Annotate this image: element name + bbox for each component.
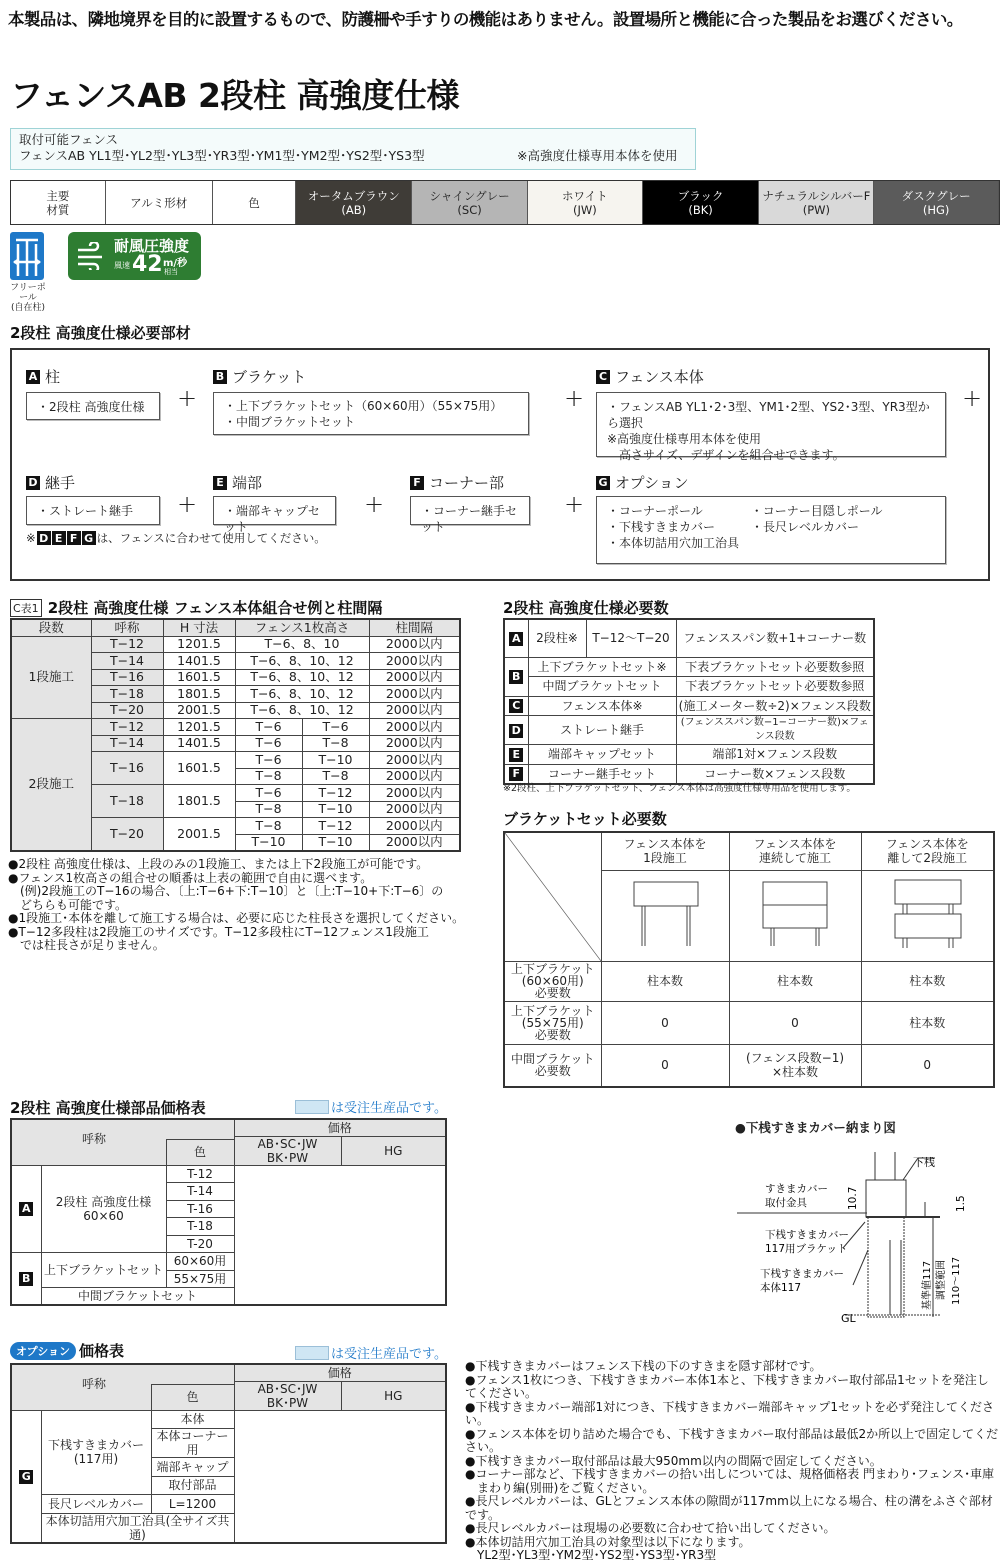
- compatible-fence-models: フェンスAB YL1型･YL2型･YL3型･YR3型･YM1型･YM2型･YS2型･YS3型: [19, 148, 425, 163]
- letter-e-icon: E: [509, 748, 523, 762]
- upper-cell: T−6: [235, 785, 302, 802]
- part-box-a: ・2段柱 高強度仕様: [26, 392, 160, 420]
- price-col-2: HG: [341, 1136, 446, 1165]
- lower-cell: T−6: [302, 719, 369, 736]
- header-cell: 段数: [11, 619, 91, 636]
- sub-cell: 本体: [151, 1410, 234, 1429]
- header-cell: フェンス本体を 1段施工: [601, 832, 729, 870]
- name-header: [11, 1119, 234, 1165]
- option-pill: オプション: [10, 1342, 76, 1360]
- label-bracket: 下桟すきまカバー 117用ブラケット: [765, 1229, 849, 1255]
- table-header-row: [11, 1364, 446, 1381]
- cover-detail-diagram: [735, 1140, 1000, 1335]
- pitch-cell: 2000以内: [369, 735, 460, 752]
- diagonal-cell: [504, 832, 601, 961]
- name-cell: 中間ブラケットセット: [528, 677, 676, 697]
- note-prefix: ※: [26, 531, 36, 545]
- value-cell: 0: [729, 1001, 861, 1044]
- upper-cell: T−8: [235, 768, 302, 785]
- color-swatch-1: シャイングレー (SC): [412, 181, 528, 224]
- wind-title: 耐風圧強度: [114, 237, 190, 255]
- required-parts-title: 2段柱 高強度仕様必要部材: [10, 324, 191, 342]
- note-item: ●下桟すきまカバー取付部品は最大950mm以内の間隔で固定してください。: [465, 1453, 882, 1468]
- lower-cell: T−12: [302, 785, 369, 802]
- value-cell: 柱本数: [601, 961, 729, 1001]
- letter-e-icon: E: [213, 476, 227, 490]
- item-name: 2段柱 高強度仕様 60×60: [41, 1165, 166, 1253]
- letter-f-icon: F: [67, 531, 81, 545]
- value-cell: 柱本数: [861, 1001, 994, 1044]
- letter-f-icon: F: [509, 767, 523, 781]
- upper-cell: T−6: [235, 735, 302, 752]
- pitch-cell: 2000以内: [369, 686, 460, 703]
- note-item: ●フェンス本体を切り詰めた場合でも、下桟すきまカバー取付部品は最低2か所以上で固定してください。: [465, 1426, 999, 1454]
- note-item: ●下桟すきまカバーはフェンス下桟の下のすきまを隠す部材です。: [465, 1359, 822, 1373]
- fence-illustration-3: [861, 870, 994, 961]
- h-cell: 2001.5: [163, 818, 235, 851]
- price-col-1: AB･SC･JW BK･PW: [234, 1136, 341, 1165]
- note-item: ●長尺レベルカバーは、GLとフェンス本体の隙間が117mm以上になる場合、柱の溝をふさぐ部材です。: [465, 1494, 993, 1522]
- label-gl: GL: [841, 1312, 856, 1325]
- part-label-text: ブラケット: [232, 368, 307, 386]
- table-row: [11, 719, 460, 736]
- value-cell: 柱本数: [861, 961, 994, 1001]
- letter-b-icon: B: [19, 1272, 33, 1286]
- h-cell: 2001.5: [163, 702, 235, 719]
- pitch-cell: 2000以内: [369, 768, 460, 785]
- fence-diagram: [602, 872, 730, 956]
- h-cell: 1601.5: [163, 669, 235, 686]
- fence-illustration-2: [729, 870, 861, 961]
- wind-resistance-badge: [68, 232, 201, 280]
- color-swatch-0: オータムブラウン (AB): [296, 181, 412, 224]
- dim-range: 110〜117: [951, 1256, 962, 1305]
- lower-cell: T−8: [302, 735, 369, 752]
- table-row: [504, 716, 874, 745]
- size-cell: T-16: [166, 1200, 234, 1218]
- part-label-d: [26, 472, 75, 493]
- header-cell: フェンス1枚高さ: [235, 619, 369, 636]
- table-row: [11, 636, 460, 653]
- h-cell: 1401.5: [163, 735, 235, 752]
- pitch-cell: 2000以内: [369, 636, 460, 653]
- h-cell: 1601.5: [163, 752, 235, 785]
- part-box-g: ・コーナーポール ・コーナー目隠しポール ・下桟すきまカバー ・長尺レベルカバー ・本体切詰用穴加工治具: [596, 496, 946, 564]
- plus-sign: +: [364, 490, 385, 518]
- fence-illustration-1: [601, 870, 729, 961]
- sub-cell: 端部キャップ: [151, 1458, 234, 1477]
- pitch-cell: 2000以内: [369, 702, 460, 719]
- qty-cell: 端部1対×フェンス段数: [676, 745, 874, 765]
- price-blank: [234, 1410, 446, 1543]
- pitch-cell: 2000以内: [369, 669, 460, 686]
- group-cell: 2段施工: [11, 719, 91, 851]
- letter-a-icon: A: [19, 1202, 33, 1216]
- value-cell: 0: [861, 1044, 994, 1087]
- qty-cell: コーナー数×フェンス段数: [676, 764, 874, 784]
- fence-cell: T−6、8、10、12: [235, 702, 369, 719]
- part-label-text: オプション: [615, 474, 689, 492]
- lower-cell: T−10: [302, 801, 369, 818]
- parts-note: [26, 530, 326, 546]
- qty-cell: フェンススパン数+1+コーナー数: [676, 619, 874, 657]
- fence-cell: T−6、8、10: [235, 636, 369, 653]
- fence-cell: T−6、8、10、12: [235, 653, 369, 670]
- letter-g-icon: G: [19, 1470, 33, 1484]
- option-legend-text: は受注生産品です。: [331, 1347, 447, 1362]
- bracket-count-table: [503, 831, 995, 1088]
- label-body: 下桟すきまカバー本体117: [760, 1268, 844, 1294]
- table-row: [11, 1410, 446, 1429]
- name-header-text: 呼称: [82, 1132, 107, 1146]
- letter-cell: [504, 745, 528, 765]
- letter-c-icon: C: [509, 699, 523, 713]
- part-label-b: [213, 366, 306, 387]
- table-header-row: [11, 619, 460, 636]
- name-cell: ストレート継手: [528, 716, 676, 745]
- table-c1-heading: [10, 597, 382, 618]
- table-c1: [10, 618, 461, 852]
- table-row: [504, 745, 874, 765]
- lower-cell: T−10: [302, 834, 369, 851]
- sub-cell: 取付部品: [151, 1476, 234, 1495]
- note-item: ●下桟すきまカバー端部1対につき、下桟すきまカバー端部キャップ1セットを必ず発注してください。: [465, 1399, 995, 1427]
- h-cell: 1801.5: [163, 686, 235, 703]
- label-gesan: 下桟: [913, 1156, 935, 1169]
- letter-g-icon: G: [82, 531, 96, 545]
- wind-prefix: 風速: [114, 261, 130, 270]
- upper-cell: T−8: [235, 818, 302, 835]
- price-header: 価格: [234, 1119, 446, 1136]
- h-cell: 1201.5: [163, 636, 235, 653]
- value-cell: 0: [601, 1044, 729, 1087]
- h-cell: 1801.5: [163, 785, 235, 818]
- label-fitting-1: すきまカバー: [765, 1183, 828, 1195]
- color-swatch-4: ナチュラルシルバーF (PW): [759, 181, 874, 224]
- lower-cell: T−12: [302, 818, 369, 835]
- name-cell: T−14: [91, 653, 163, 670]
- letter-cell: [11, 1410, 41, 1543]
- color-header: 色: [166, 1139, 234, 1165]
- part-label-a: [26, 366, 60, 387]
- free-pole-icon: [10, 232, 44, 280]
- letter-a-icon: A: [26, 370, 40, 384]
- note-item: ●2段柱 高強度仕様は、上段のみの1段施工、または上下2段施工が可能です。: [8, 857, 429, 871]
- letter-cell: [504, 716, 528, 745]
- name-cell: T−14: [91, 735, 163, 752]
- row-label: 中間ブラケット 必要数: [504, 1044, 601, 1087]
- item-name: 本体切詰用穴加工治具(全サイズ共通): [41, 1513, 234, 1543]
- letter-a-icon: A: [509, 632, 523, 646]
- table-row: [504, 1044, 994, 1087]
- compatible-fence-box: [10, 128, 696, 170]
- fence-diagram: [863, 872, 991, 956]
- part-label-text: 柱: [45, 368, 61, 386]
- compatible-fence-note: ※高強度仕様専用本体を使用: [517, 148, 678, 163]
- letter-f-icon: F: [410, 476, 424, 490]
- item-name: 長尺レベルカバー: [41, 1495, 151, 1514]
- letter-e-icon: E: [52, 531, 66, 545]
- name-cell: T−16: [91, 752, 163, 785]
- compatible-fence-label: 取付可能フェンス: [19, 132, 119, 147]
- letter-d-icon: D: [509, 724, 523, 738]
- table-row: [504, 657, 874, 677]
- color-label: 色: [213, 181, 297, 224]
- size-cell: 55×75用: [166, 1270, 234, 1288]
- material-value: アルミ形材: [106, 181, 213, 224]
- letter-d-icon: D: [26, 476, 40, 490]
- table-c1-title: 2段柱 高強度仕様 フェンス本体組合せ例と柱間隔: [47, 599, 383, 617]
- required-count-title: 2段柱 高強度仕様必要数: [503, 599, 669, 617]
- material-color-row: [10, 180, 1000, 225]
- wind-value: 42: [132, 252, 163, 277]
- sub-cell: L=1200: [151, 1495, 234, 1514]
- note-item: ●長尺レベルカバーは現場の必要数に合わせて拾い出してください。: [465, 1521, 836, 1535]
- pitch-cell: 2000以内: [369, 752, 460, 769]
- name-cell: T−20: [91, 818, 163, 851]
- letter-d-icon: D: [37, 531, 51, 545]
- value-cell: (フェンス段数−1) ×柱本数: [729, 1044, 861, 1087]
- table-row: [504, 619, 874, 657]
- required-parts-box: [10, 348, 990, 581]
- letter-cell: [11, 1253, 41, 1306]
- option-price-title: 価格表: [79, 1342, 125, 1360]
- price-col-1: AB･SC･JW BK･PW: [234, 1381, 341, 1410]
- price-legend: [295, 1097, 447, 1116]
- upper-cell: T−8: [235, 801, 302, 818]
- size-cell: T-12: [166, 1165, 234, 1183]
- wind-suffix: 相当: [164, 268, 178, 276]
- name-cell: コーナー継手セット: [528, 764, 676, 784]
- plus-sign: +: [962, 384, 983, 412]
- lower-cell: T−10: [302, 752, 369, 769]
- part-label-f: [410, 472, 504, 493]
- name-cell: T−12: [91, 636, 163, 653]
- name-cell: 上下ブラケットセット※: [528, 657, 676, 677]
- note-item: ●T−12多段柱は2段施工のサイズです。T−12多段柱にT−12フェンス1段施工 では柱長さが足りません。: [8, 924, 429, 952]
- diagram-title: ●下桟すきまカバー納まり図: [735, 1120, 896, 1135]
- price-legend-text: は受注生産品です。: [331, 1101, 447, 1116]
- pitch-cell: 2000以内: [369, 834, 460, 851]
- part-label-text: 継手: [45, 474, 76, 492]
- group-cell: 1段施工: [11, 636, 91, 719]
- header-cell: フェンス本体を 連続して施工: [729, 832, 861, 870]
- option-price-heading: [10, 1340, 124, 1361]
- table-header-row: [504, 832, 994, 870]
- dim-adjust: 調整範囲: [936, 1260, 947, 1300]
- name-cell: フェンス本体※: [528, 696, 676, 716]
- part-label-g: [596, 472, 689, 493]
- upper-cell: T−6: [235, 719, 302, 736]
- wind-unit: m/秒: [163, 258, 188, 269]
- size-cell: T-14: [166, 1183, 234, 1201]
- option-notes: [465, 1360, 1000, 1563]
- note-item: ●フェンス1枚高さの組合せの順番は上表の範囲で自由に選べます。 (例)2段施工のT−16の場合、〔上:T−6+下:T−10〕と〔上:T−10+下:T−6〕の どちらも可能です。: [8, 870, 444, 912]
- pitch-cell: 2000以内: [369, 653, 460, 670]
- header-cell: H 寸法: [163, 619, 235, 636]
- table-c1-tag: C表1: [10, 599, 42, 617]
- part-box-d: ・ストレート継手: [26, 496, 160, 525]
- letter-cell: [504, 657, 528, 696]
- name-header-text: 呼称: [82, 1377, 107, 1391]
- note-item: ●フェンス1枚につき、下桟すきまカバー本体1本と、下桟すきまカバー取付部品1セットを発注してください。: [465, 1372, 989, 1400]
- label-fitting: 取付金具: [765, 1197, 807, 1209]
- color-swatch-5: ダスクグレー (HG): [874, 181, 999, 224]
- option-legend: [295, 1343, 447, 1362]
- table-header-row: [11, 1119, 446, 1136]
- part-label-e: [213, 472, 262, 493]
- notice-text: 本製品は、隣地境界を目的に設置するもので、防護柵や手すりの機能はありません。設置場所と機能に合った製品をお選びください。: [8, 10, 963, 29]
- upper-cell: T−6: [235, 752, 302, 769]
- part-label-text: フェンス本体: [615, 368, 704, 386]
- table-row: [504, 677, 874, 697]
- part-box-b: ・上下ブラケットセット（60×60用）（55×75用） ・中間ブラケットセット: [213, 392, 529, 435]
- value-cell: 0: [601, 1001, 729, 1044]
- note-item: ●1段施工･本体を離して施工する場合は、必要に応じた柱長さを選択してください。: [8, 911, 465, 925]
- bracket-count-title: ブラケットセット必要数: [503, 810, 667, 828]
- note-item: ●コーナー部など、下桟すきまカバーの拾い出しについては、規格価格表 門まわり･フェンス･車庫 まわり編(別冊)をご覧ください。: [465, 1467, 995, 1495]
- size-cell: T-20: [166, 1235, 234, 1253]
- pitch-cell: 2000以内: [369, 719, 460, 736]
- part-label-text: コーナー部: [429, 474, 505, 492]
- table-row: [504, 1001, 994, 1044]
- pitch-cell: 2000以内: [369, 801, 460, 818]
- note-text: は、フェンスに合わせて使用してください。: [96, 531, 326, 545]
- h-cell: 1401.5: [163, 653, 235, 670]
- header-cell: フェンス本体を 離して2段施工: [861, 832, 994, 870]
- letter-b-icon: B: [213, 370, 227, 384]
- table-c1-notes: [8, 858, 478, 953]
- name-cell: T−18: [91, 686, 163, 703]
- table-row: [11, 1165, 446, 1183]
- required-count-note: ※2段柱、上下ブラケットセット、フェンス本体は高強度仕様専用品を使用します。: [503, 783, 856, 794]
- made-to-order-swatch: [295, 1346, 329, 1360]
- letter-cell: [504, 696, 528, 716]
- part-label-text: 端部: [232, 474, 263, 492]
- letter-c-icon: C: [596, 370, 610, 384]
- plus-sign: +: [564, 384, 585, 412]
- name-cell: T−20: [91, 702, 163, 719]
- sub-cell: 本体コーナー用: [151, 1429, 234, 1458]
- option-price-table: [10, 1363, 447, 1544]
- page-title: フェンスAB 2段柱 高強度仕様: [10, 76, 459, 115]
- part-box-c: ・フェンスAB YL1･2･3型、YM1･2型、YS2･3型、YR3型から選択 ※高強度仕様専用本体を使用 高さサイズ、デザインを組合せできます。: [596, 392, 946, 457]
- free-pole-caption: フリーポール (自在柱): [10, 283, 46, 313]
- name-cell: T−12: [91, 719, 163, 736]
- value-cell: 柱本数: [729, 961, 861, 1001]
- fence-diagram: [731, 872, 859, 956]
- item-name: 中間ブラケットセット: [41, 1288, 234, 1306]
- size-cell: T-18: [166, 1218, 234, 1236]
- size-cell: 60×60用: [166, 1253, 234, 1271]
- color-swatch-2: ホワイト (JW): [528, 181, 643, 224]
- letter-g-icon: G: [596, 476, 610, 490]
- name-cell: 2段柱※: [528, 619, 586, 657]
- material-label: 主要 材質: [11, 181, 106, 224]
- made-to-order-swatch: [295, 1100, 329, 1114]
- header-cell: 柱間隔: [369, 619, 460, 636]
- dim-standard: 基準値117: [922, 1260, 933, 1310]
- name-cell: T−16: [91, 669, 163, 686]
- note-item: ●本体切詰用穴加工治具の対象型は以下になります。 YL2型･YL3型･YM2型･YS2型･YS3型･YR3型: [465, 1534, 751, 1562]
- letter-cell: [11, 1165, 41, 1253]
- size-cell: T−12〜T−20: [586, 619, 676, 657]
- fence-cell: T−6、8、10、12: [235, 669, 369, 686]
- item-name: 下桟すきまカバー (117用): [41, 1410, 151, 1495]
- upper-cell: T−10: [235, 834, 302, 851]
- table-row: [504, 961, 994, 1001]
- h-cell: 1201.5: [163, 719, 235, 736]
- letter-cell: [504, 619, 528, 657]
- price-col-2: HG: [341, 1381, 446, 1410]
- qty-cell: 下表ブラケットセット必要数参照: [676, 657, 874, 677]
- pitch-cell: 2000以内: [369, 818, 460, 835]
- qty-cell: (施工メーター数÷2)×フェンス段数: [676, 696, 874, 716]
- color-swatch-3: ブラック (BK): [643, 181, 760, 224]
- dim-10-7: 10.7: [847, 1186, 859, 1210]
- part-box-f: ・コーナー継手セット: [410, 496, 530, 525]
- name-header: [11, 1364, 234, 1410]
- item-name: 上下ブラケットセット: [41, 1253, 166, 1288]
- dim-1-5: 1.5: [955, 1195, 967, 1212]
- plus-sign: +: [177, 490, 198, 518]
- price-table-title: 2段柱 高強度仕様部品価格表: [10, 1099, 206, 1117]
- qty-cell: (フェンススパン数−1−コーナー数)×フェンス段数: [676, 716, 874, 745]
- wind-icon: [76, 242, 106, 270]
- name-cell: T−18: [91, 785, 163, 818]
- part-box-e: ・端部キャップセット: [213, 496, 336, 525]
- price-header: 価格: [234, 1364, 446, 1381]
- table-row: [504, 696, 874, 716]
- fence-cell: T−6、8、10、12: [235, 686, 369, 703]
- letter-b-icon: B: [509, 670, 523, 684]
- color-header: 色: [151, 1384, 234, 1410]
- price-table: [10, 1118, 447, 1306]
- required-count-table: [503, 618, 875, 785]
- price-blank: [234, 1165, 446, 1305]
- qty-cell: 下表ブラケットセット必要数参照: [676, 677, 874, 697]
- part-label-c: [596, 366, 704, 387]
- lower-cell: T−8: [302, 768, 369, 785]
- row-label: 上下ブラケット (55×75用) 必要数: [504, 1001, 601, 1044]
- row-label: 上下ブラケット (60×60用) 必要数: [504, 961, 601, 1001]
- header-cell: 呼称: [91, 619, 163, 636]
- plus-sign: +: [564, 490, 585, 518]
- name-cell: 端部キャップセット: [528, 745, 676, 765]
- pitch-cell: 2000以内: [369, 785, 460, 802]
- plus-sign: +: [177, 384, 198, 412]
